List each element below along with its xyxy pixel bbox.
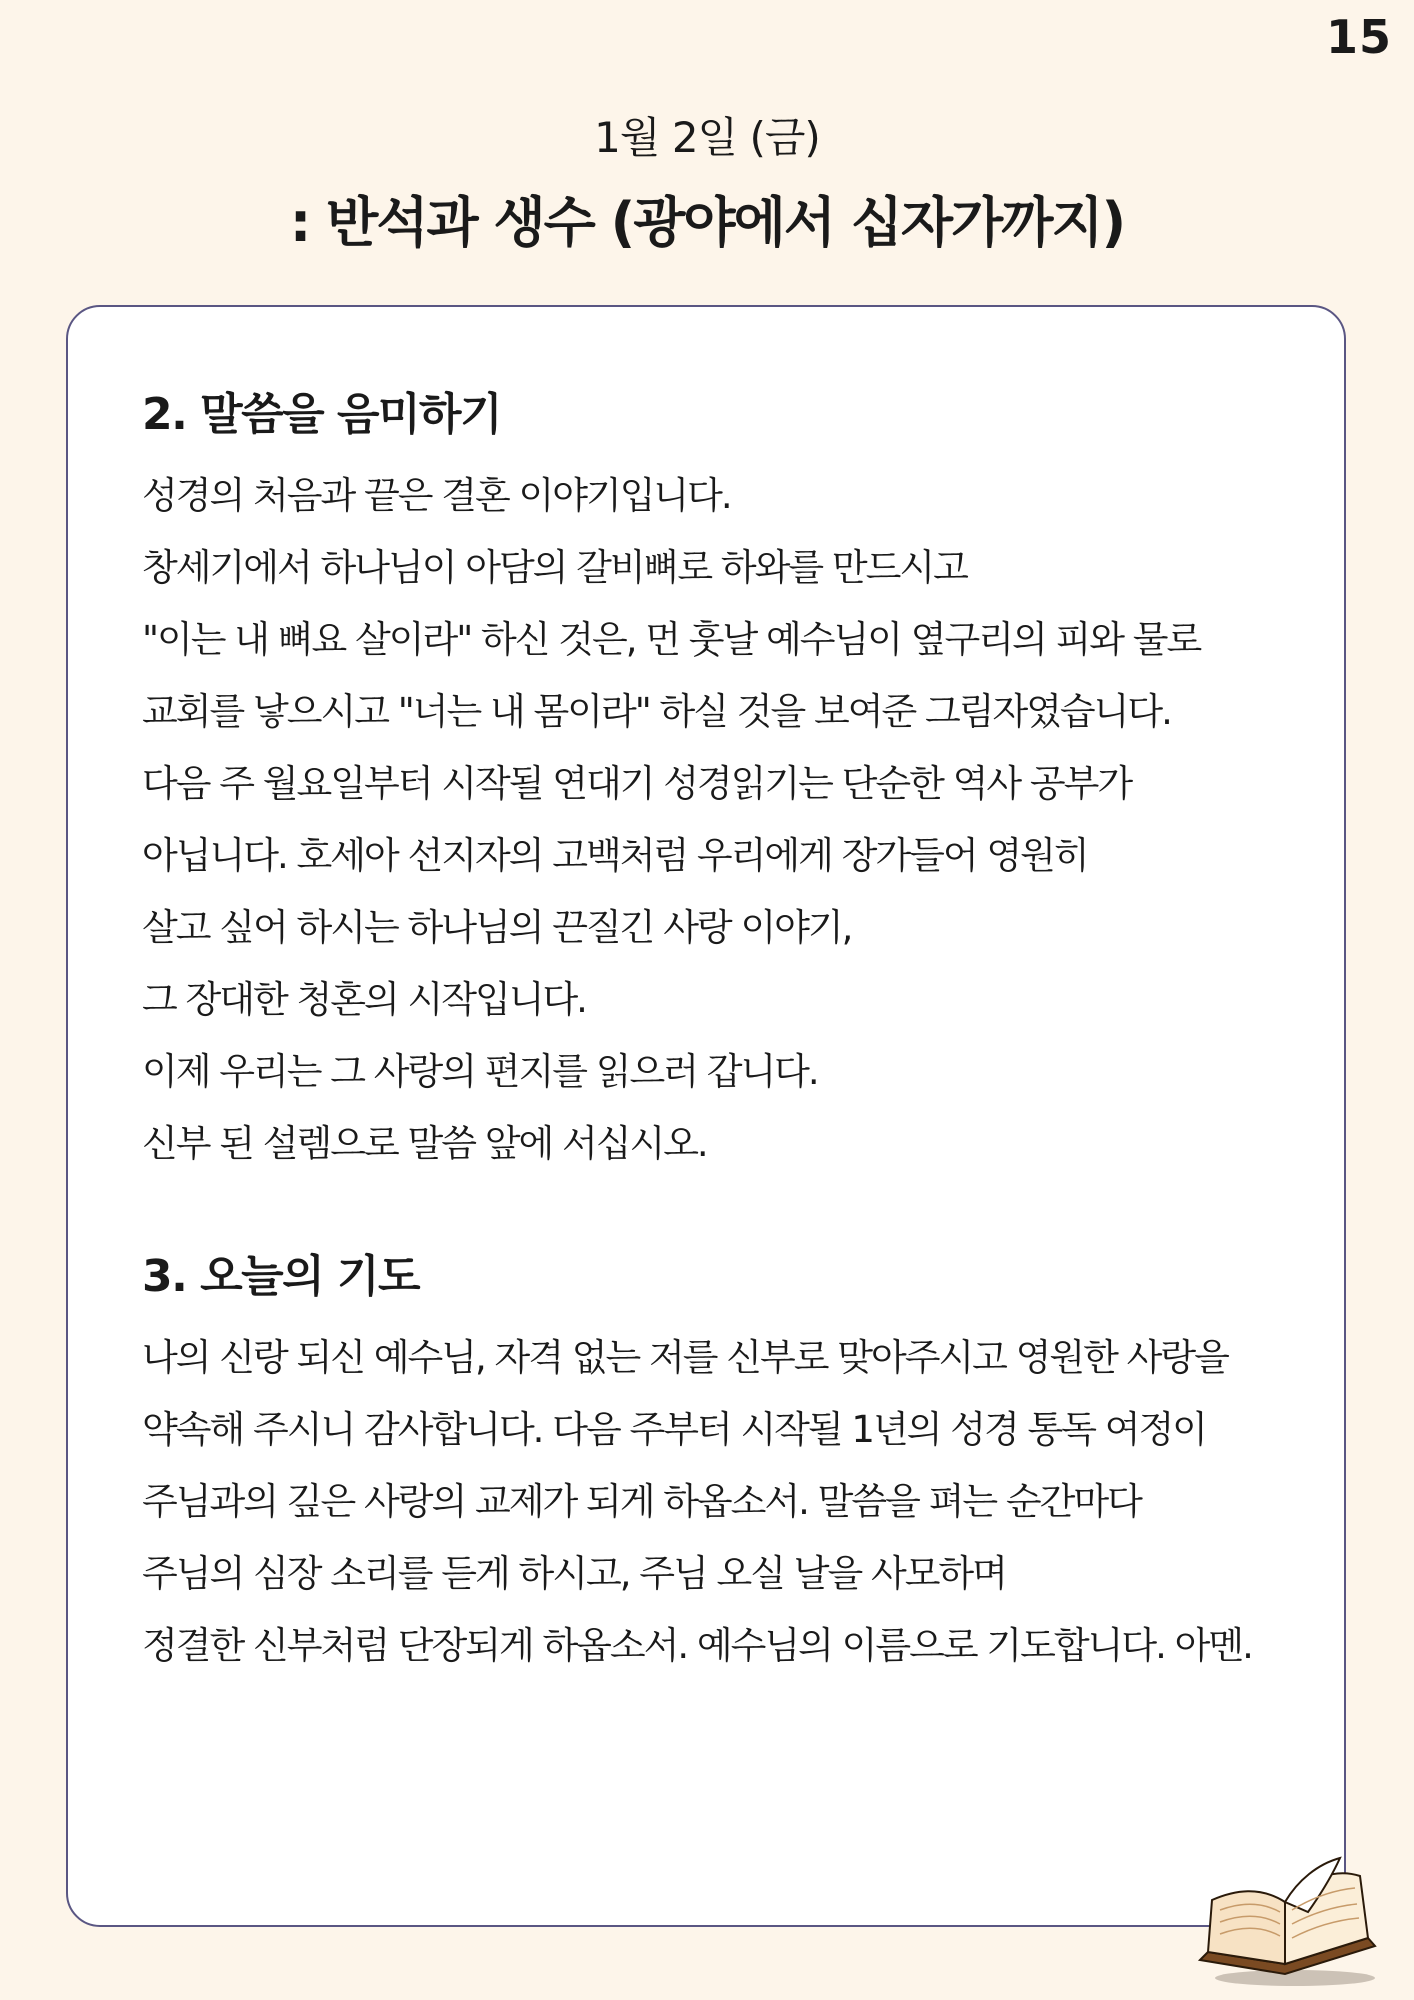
text-line: 교회를 낳으시고 "너는 내 몸이라" 하실 것을 보여준 그림자였습니다. [142,690,1171,733]
section-body-prayer [142,1322,1322,1682]
text-line: 그 장대한 청혼의 시작입니다. [142,978,586,1021]
text-line: 약속해 주시니 감사합니다. 다음 주부터 시작될 1년의 성경 통독 여정이 [142,1408,1206,1451]
section-body-meditation [142,460,1322,1180]
text-line: 창세기에서 하나님이 아담의 갈비뼈로 하와를 만드시고 [142,546,967,589]
text-line: 살고 싶어 하시는 하나님의 끈질긴 사랑 이야기, [142,906,852,949]
text-line: 주님의 심장 소리를 듣게 하시고, 주님 오실 날을 사모하며 [142,1552,1006,1595]
text-line: "이는 내 뼈요 살이라" 하신 것은, 먼 훗날 예수님이 옆구리의 피와 물로 [142,618,1201,661]
page-number: 15 [1325,10,1392,64]
section-heading-meditation: 2. 말씀을 음미하기 [142,389,501,440]
text-line: 아닙니다. 호세아 선지자의 고백처럼 우리에게 장가들어 영원히 [142,834,1088,877]
section-heading-prayer: 3. 오늘의 기도 [142,1251,419,1302]
page-title: : 반석과 생수 (광야에서 십자가까지) [289,191,1125,254]
text-line: 성경의 처음과 끝은 결혼 이야기입니다. [142,474,731,517]
page-date: 1월 2일 (금) [594,113,820,162]
text-line: 정결한 신부처럼 단장되게 하옵소서. 예수님의 이름으로 기도합니다. 아멘. [142,1624,1252,1667]
text-line: 다음 주 월요일부터 시작될 연대기 성경읽기는 단순한 역사 공부가 [142,762,1132,805]
text-line: 주님과의 깊은 사랑의 교제가 되게 하옵소서. 말씀을 펴는 순간마다 [142,1480,1141,1523]
text-line: 이제 우리는 그 사랑의 편지를 읽으러 갑니다. [142,1050,818,1093]
open-book-icon [1190,1850,1390,1990]
text-line: 나의 신랑 되신 예수님, 자격 없는 저를 신부로 맞아주시고 영원한 사랑을 [142,1336,1228,1379]
text-line: 신부 된 설렘으로 말씀 앞에 서십시오. [142,1122,707,1165]
